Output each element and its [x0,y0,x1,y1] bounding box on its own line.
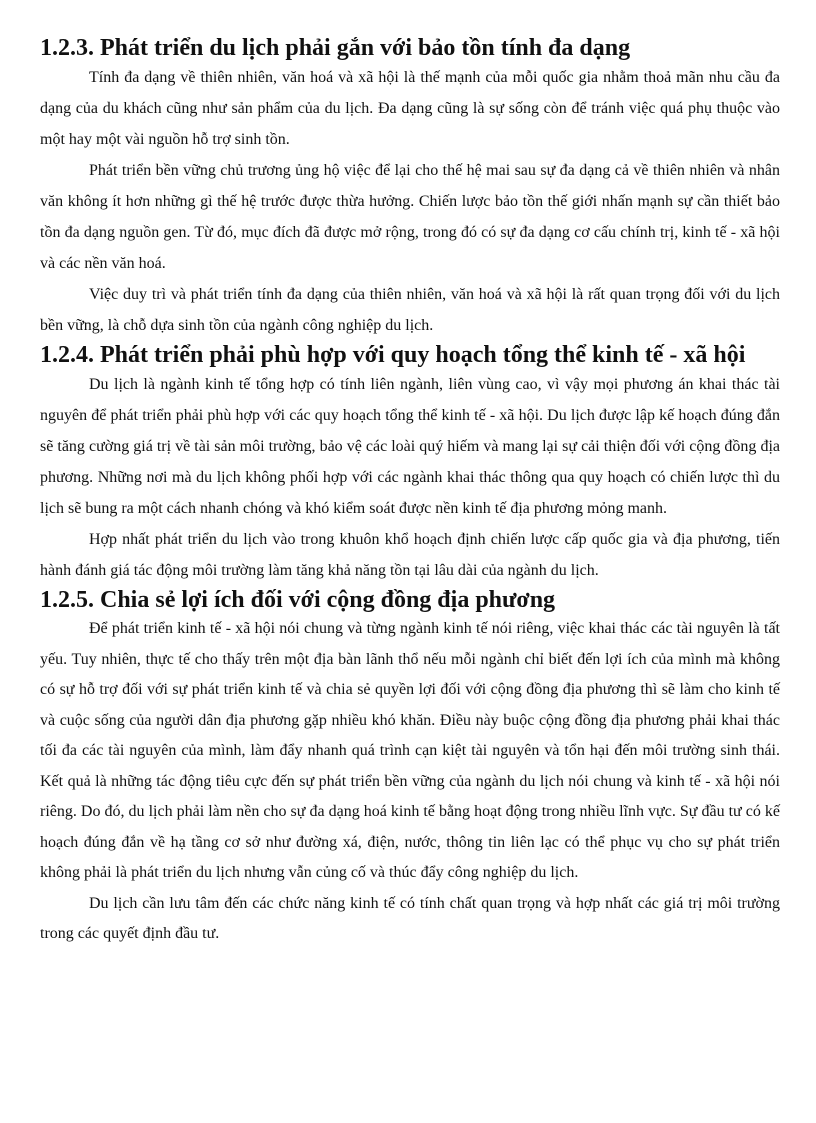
paragraph: Hợp nhất phát triển du lịch vào trong khuôn khổ hoạch định chiến lược cấp quốc gia và địa phương, tiến hành đánh giá tác động môi trường làm tăng khả năng tồn tại lâu dài của ngành du lịch. [40,531,780,579]
section-heading: 1.2.5. Chia sẻ lợi ích đối với cộng đồng địa phương [40,587,556,613]
section-heading: 1.2.4. Phát triển phải phù hợp với quy hoạch tổng thể kinh tế - xã hội [40,342,746,368]
section-1-2-3 [40,34,780,341]
paragraph: Du lịch là ngành kinh tế tổng hợp có tính liên ngành, liên vùng cao, vì vậy mọi phương án khai thác tài nguyên để phát triển phải phù hợp với các quy hoạch tổng thể kinh tế - xã hội. Du lịch được lập kế hoạch đúng đắn sẽ tăng cường giá trị về tài sản môi trường, bảo vệ các loài quý hiếm và mang lại sự cải thiện đối với cộng đồng địa phương. Những nơi mà du lịch không phối hợp với các ngành khai thác thông qua quy hoạch có chiến lược thì du lịch sẽ bung ra một cách nhanh chóng và khó kiểm soát được nền kinh tế địa phương mỏng manh. [40,376,780,517]
section-1-2-4 [40,341,780,586]
section-heading: 1.2.3. Phát triển du lịch phải gắn với bảo tồn tính đa dạng [40,35,631,61]
paragraph: Để phát triển kinh tế - xã hội nói chung và từng ngành kinh tế nói riêng, việc khai thác các tài nguyên là tất yếu. Tuy nhiên, thực tế cho thấy trên một địa bàn lãnh thổ nếu mỗi ngành chỉ biết đến lợi ích của mình mà không có sự hỗ trợ đối với sự phát triển kinh tế và chia sẻ quyền lợi đối với cộng đồng địa phương thì sẽ làm cho kinh tế và cuộc sống của người dân địa phương gặp nhiều khó khăn. Điều này buộc cộng đồng địa phương phải khai thác tối đa các tài nguyên của mình, làm đẩy nhanh quá trình cạn kiệt tài nguyên và tổn hại đến môi trường sinh thái. Kết quả là những tác động tiêu cực đến sự phát triển bền vững của ngành du lịch nói chung và kinh tế - xã hội nói riêng. Do đó, du lịch phải làm nền cho sự đa dạng hoá kinh tế bằng hoạt động trong nhiều lĩnh vực. Sự đầu tư có kế hoạch đúng đắn về hạ tầng cơ sở như đường xá, điện, nước, thông tin liên lạc có thể phục vụ cho sự phát triển không phải là phát triển du lịch nhưng vẫn củng cố và thúc đẩy công nghiệp du lịch. [40,620,780,881]
paragraph: Du lịch cần lưu tâm đến các chức năng kinh tế có tính chất quan trọng và hợp nhất các giá trị môi trường trong các quyết định đầu tư. [40,894,780,942]
section-1-2-5 [40,586,780,950]
document-page [40,34,780,950]
paragraph: Việc duy trì và phát triển tính đa dạng của thiên nhiên, văn hoá và xã hội là rất quan trọng đối với du lịch bền vững, là chỗ dựa sinh tồn của ngành công nghiệp du lịch. [40,286,780,334]
paragraph: Tính đa dạng về thiên nhiên, văn hoá và xã hội là thế mạnh của mỗi quốc gia nhằm thoả mãn nhu cầu đa dạng của du khách cũng như sản phẩm của du lịch. Đa dạng cũng là sự sống còn để tránh việc quá phụ thuộc vào một hay một vài nguồn hỗ trợ sinh tồn. [40,69,780,148]
paragraph: Phát triển bền vững chủ trương ủng hộ việc để lại cho thế hệ mai sau sự đa dạng cả về thiên nhiên và nhân văn không ít hơn những gì thế hệ trước được thừa hưởng. Chiến lược bảo tồn thế giới nhấn mạnh sự cần thiết bảo tồn đa dạng nguồn gen. Từ đó, mục đích đã được mở rộng, trong đó có sự đa dạng cơ cấu chính trị, kinh tế - xã hội và các nền văn hoá. [40,162,780,272]
